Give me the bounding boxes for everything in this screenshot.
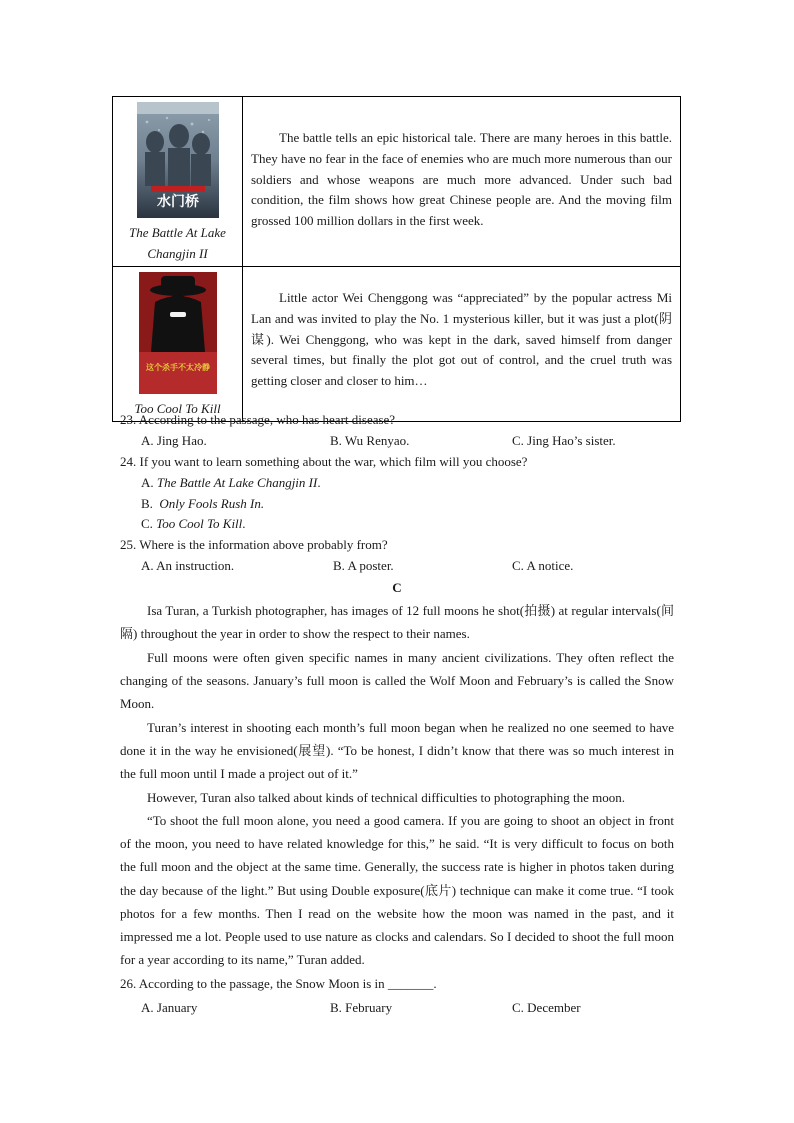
question-option: A. The Battle At Lake Changjin II. [141,475,321,490]
question-option: A. January [141,1000,198,1015]
passage-paragraph: Full moons were often given specific names in many ancient civilizations. They often reflect the changing of the seasons. January’s full moon is called the Wolf Moon and February’s is called the Snow Moon. [120,650,674,712]
question-option: B. A poster. [333,558,394,573]
film-title-line: The Battle At Lake [129,225,226,240]
film-table [112,96,681,422]
question-option: A. An instruction. [141,558,235,573]
film-row [113,267,681,422]
passage-paragraph: Isa Turan, a Turkish photographer, has images of 12 full moons he shot(拍摄) at regular intervals(间隔) throughout the year in order to show the respect to their names. [120,603,674,642]
question-option: C. December [512,1000,581,1015]
question-option: A. Jing Hao. [141,433,207,448]
question-option: B. Wu Renyao. [330,433,410,448]
battle-poster-image [137,102,219,218]
passage-paragraph: Turan’s interest in shooting each month’s full moon began when he realized no one seemed to have done it in the way he envisioned(展望). “To be honest, I didn’t know that there was so much interest in the full moon until I made a project out of it.” [120,720,674,782]
film-title [113,222,242,266]
question-stem: 25. Where is the information above probably from? [120,537,388,552]
film-row [113,97,681,267]
question-option: B. February [330,1000,393,1015]
question-option: C. A notice. [512,558,574,573]
killer-poster-image [139,272,217,394]
question-stem: 24. If you want to learn something about the war, which film will you choose? [120,454,528,469]
question-option: C. Jing Hao’s sister. [512,433,616,448]
question-option: C. Too Cool To Kill. [141,516,246,531]
section-title: C [392,580,402,595]
killer-poster-title: 这个杀手不太冷静 [145,363,210,372]
question-stem: 23. According to the passage, who has heart disease? [120,412,396,427]
film-description: The battle tells an epic historical tale. There are many heroes in this battle. They have no fear in the face of enemies who are much more numerous than our soldiers and whose weapons are much more advanced. Under such bad condition, the film shows how great Chinese people are. And the moving film grossed 100 million dollars in the first week. [251,130,672,229]
question-stem: 26. According to the passage, the Snow Moon is in _______. [120,976,437,991]
battle-poster-title: 水门桥 [156,194,199,210]
poster-cell [113,267,243,422]
film-title-line: Changjin II [147,246,208,261]
film-description: Little actor Wei Chenggong was “appreciated” by the popular actress Mi Lan and was invited to play the No. 1 mysterious killer, but it was just a plot(阴谋). Wei Chenggong, who was kept in the dark, saved himself from danger several times, but finally the plot got out of control, and the cruel truth was getting closer and closer to him… [251,290,672,389]
question-option: B. Only Fools Rush In. [141,496,265,511]
description-cell [243,97,681,267]
passage-paragraph: “To shoot the full moon alone, you need a good camera. If you are going to shoot an object in front of the moon, you need to have related knowledge for this,” he said. “It is very difficult to focus on both the full moon and the object at the same time. Generally, the success rate is higher in photos taken during the day because of the light.” But using Double exposure(底片) technique can make it come true. “I took photos for a few months. Then I read on the website how the moon was named in the past, and it impressed me a lot. People used to use nature as clocks and calendars. So I decided to shoot the full moon for a year according to its name,” Turan added. [120,813,674,968]
passage-paragraph: However, Turan also talked about kinds of technical difficulties to photographing the moon. [147,790,625,805]
film-title-line: Too Cool To Kill [134,401,221,416]
description-cell [243,267,681,422]
poster-cell [113,97,243,267]
